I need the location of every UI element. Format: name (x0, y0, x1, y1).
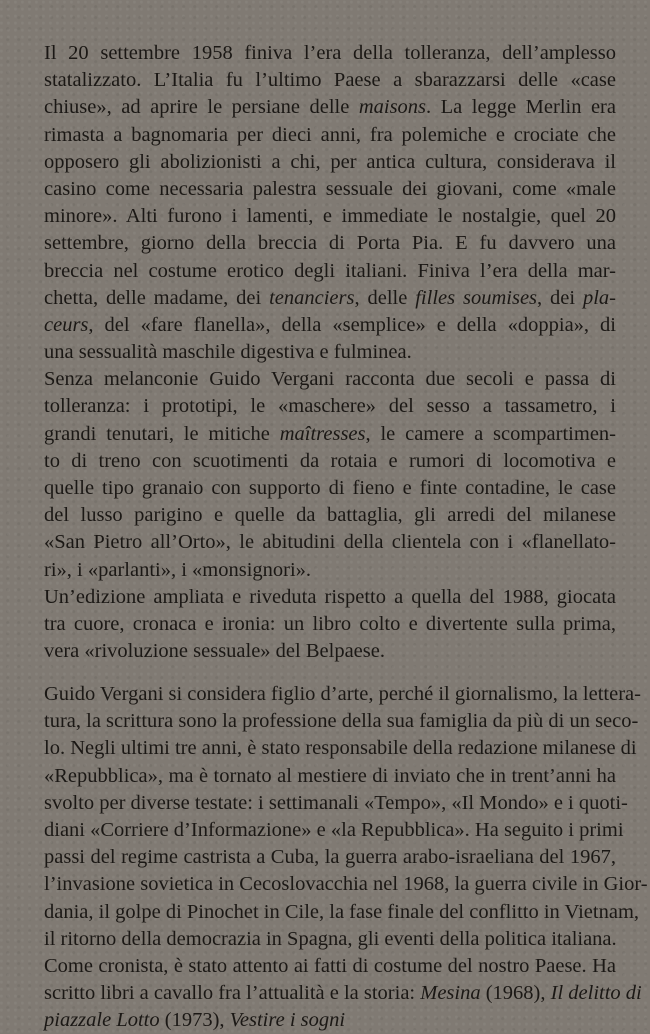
blurb-line: Il 20 settembre 1958 finiva l’era della tolleranza, dell’amplesso (44, 42, 616, 64)
text-run: , dei (537, 286, 583, 309)
book-title: Mesina (420, 982, 481, 1005)
text-run: chiuse», ad aprire le persiane delle (44, 96, 359, 119)
bio-line: l’invasione sovietica in Cecoslovacchia nel 1968, la guerra civile in Gior- (44, 873, 648, 896)
blurb-line: settembre, giorno della breccia di Porta Pia. E fu davvero una (44, 232, 616, 255)
blurb-line: Un’edizione ampliata e riveduta rispetto a quella del 1988, giocata (44, 585, 616, 608)
blurb (44, 40, 616, 665)
bio-line: diani «Corriere d’Informazione» e «la Repubblica». Ha seguito i primi (44, 818, 624, 841)
blurb-line: vera «rivoluzione sessuale» del Belpaese. (44, 640, 385, 663)
text-run: chetta, delle madame, dei (44, 286, 270, 309)
bio-line: tura, la scrittura sono la professione della sua famiglia da più di un seco- (44, 710, 639, 733)
blurb-line: tolleranza: i prototipi, le «maschere» del sesso a tassametro, i (44, 395, 616, 418)
blurb-line: breccia nel costume erotico degli italiani. Finiva l’era della mar- (44, 259, 616, 282)
text-run: (1973), (159, 1009, 230, 1032)
bio-line: passi del regime castrista a Cuba, la guerra arabo-israeliana del 1967, (44, 846, 616, 869)
book-title: piazzale Lotto (44, 1009, 160, 1032)
bio-line: dania, il golpe di Pinochet in Cile, la fase finale del conflitto in Vietnam, (44, 900, 640, 923)
italic-run: pla- (582, 286, 616, 309)
bio-line: Come cronista, è stato attento ai fatti di costume del nostro Paese. Ha (44, 954, 616, 977)
blurb-line (44, 285, 616, 312)
bio-line (44, 1007, 616, 1034)
text-run: grandi tenutari, le mitiche (44, 422, 280, 445)
blurb-line: casino come necessaria palestra sessuale dei giovani, come «male (44, 177, 616, 200)
text-run: , le camere a scompartimen- (365, 422, 616, 445)
italic-run: maisons (358, 96, 427, 119)
blurb-line: rimasta a bagnomaria per dieci anni, fra polemiche e crociate che (44, 123, 616, 146)
blurb-line (44, 421, 616, 448)
text-run: scritto libri a cavallo fra l’attualità e la storia: (44, 982, 421, 1005)
blurb-line: quelle tipo granaio con supporto di fieno e finte contadine, le case (44, 477, 616, 499)
blurb-line: tra cuore, cronaca e ironia: un libro colto e divertente sulla prima, (44, 612, 616, 635)
bio-line: il ritorno della democrazia in Spagna, gli eventi della politica italiana. (44, 927, 617, 950)
text-run: , del «fare flanella», della «semplice» e della «doppia», di (88, 313, 616, 336)
blurb-line: opposero gli abolizionisti a chi, per antica cultura, considerava il (44, 150, 616, 173)
book-title: Vestire i sogni (229, 1009, 346, 1032)
bio-line: lo. Negli ultimi tre anni, è stato responsabile della redazione milanese di (44, 737, 637, 760)
bio-line: «Repubblica», ma è tornato al mestiere di inviato che in trent’anni ha (44, 764, 616, 787)
blurb-line: statalizzato. L’Italia fu l’ultimo Paese a sbarazzarsi delle «case (44, 69, 616, 92)
author-bio (44, 681, 648, 1034)
bio-line (44, 980, 642, 1007)
blurb-line: del lusso parigino e quelle da battaglia, gli arredi del milanese (44, 504, 616, 527)
blurb-line: to di treno con scuotimenti da rotaia e rumori di locomotiva e (44, 449, 616, 472)
text-run: , delle (354, 286, 416, 309)
italic-run: maîtresses (279, 422, 366, 445)
book-title: Il delitto di (550, 982, 642, 1005)
blurb-line: ri», i «parlanti», i «monsignori». (44, 558, 312, 581)
blurb-line (44, 94, 616, 121)
bio-line: svolto per diverse testate: i settimanali «Tempo», «Il Mondo» e i quoti- (44, 791, 628, 814)
italic-run: tenanciers (269, 286, 355, 309)
blurb-line: Senza melanconie Guido Vergani racconta due secoli e passa di (44, 368, 616, 391)
italic-run: ceurs (44, 313, 89, 336)
blurb-line: una sessualità maschile digestiva e fulminea. (44, 341, 412, 364)
blurb-line: «San Pietro all’Orto», le abitudini della clientela con i «flanellato- (44, 531, 616, 554)
bio-line: Guido Vergani si considera figlio d’arte, perché il giornalismo, la lettera- (44, 683, 641, 705)
italic-run: filles soumises (415, 286, 538, 309)
blurb-line (44, 312, 616, 339)
text-run: . La legge Merlin era (426, 96, 616, 119)
text-run: (1968), (480, 982, 551, 1005)
blurb-line: minore». Alti furono i lamenti, e immediate le nostalgie, quel 20 (44, 205, 616, 228)
